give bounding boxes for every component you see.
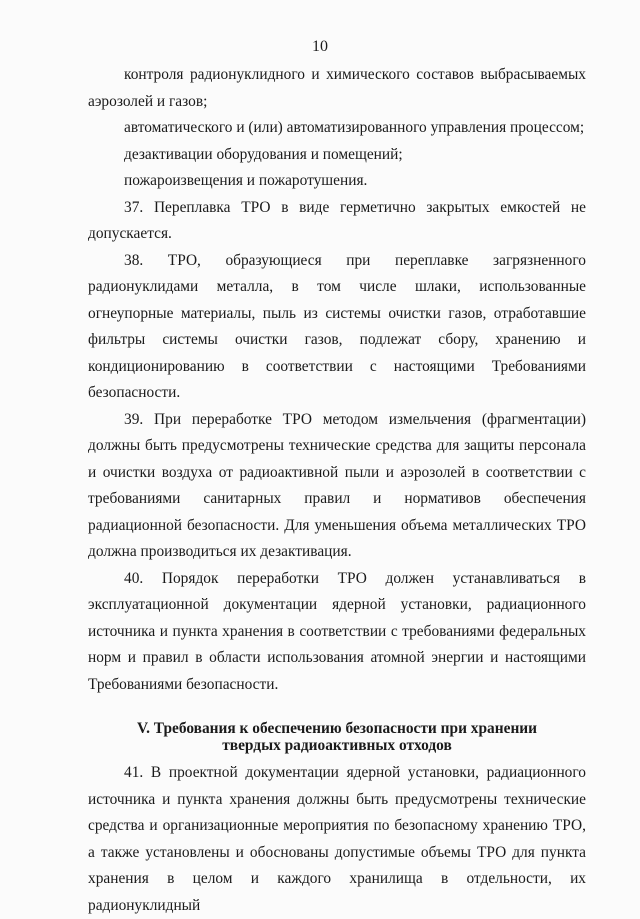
section-heading-line-2: твердых радиоактивных отходов — [222, 737, 452, 754]
paragraph-aerosols: контроля радионуклидного и химического составов выбрасываемых аэрозолей и газов; — [88, 66, 586, 110]
paragraph-fire: пожароизвещения и пожаротушения. — [124, 172, 368, 189]
paragraph-39: 39. При переработке ТРО методом измельчения (фрагментации) должны быть предусмотрены технические средства для защиты персонала и очистки воздуха от радиоактивной пыли и аэрозолей в соответствии с требованиями санитарных правил и нормативов обеспечения радиационной безопасности. Для уменьшения объема металлических ТРО должна производиться их дезактивация. — [88, 410, 586, 560]
paragraph-decontamination: дезактивации оборудования и помещений; — [124, 145, 403, 163]
page-number: 10 — [312, 38, 328, 55]
section-heading — [88, 720, 586, 754]
paragraph-37: 37. Переплавка ТРО в виде герметично закрытых емкостей не допускается. — [88, 198, 586, 242]
document-body — [88, 62, 586, 919]
paragraph-38: 38. ТРО, образующиеся при переплавке загрязненного радионуклидами металла, в том числе шлаки, использованные огнеупорные материалы, пыль из системы очистки газов, отработавшие фильтры системы очистки газов, подлежат сбору, хранению и кондиционированию в соответствии с настоящими Требованиями безопасности. — [88, 251, 586, 401]
paragraph-automation: автоматического и (или) автоматизированного управления процессом; — [124, 119, 585, 136]
section-heading-line-1: V. Требования к обеспечению безопасности при хранении — [136, 720, 538, 737]
paragraph-41: 41. В проектной документации ядерной установки, радиационного источника и пункта хранения должны быть предусмотрены технические средства и организационные мероприятия по безопасному хранению ТРО, а также установлены и обоснованы допустимые объемы ТРО для пункта хранения в целом и каждого хранилища в отдельности, их радионуклидный — [88, 764, 586, 914]
paragraph-40: 40. Порядок переработки ТРО должен устанавливаться в эксплуатационной документации ядерной установки, радиационного источника и пункта хранения в соответствии с требованиями федеральных норм и правил в области использования атомной энергии и настоящими Требованиями безопасности. — [88, 569, 586, 693]
